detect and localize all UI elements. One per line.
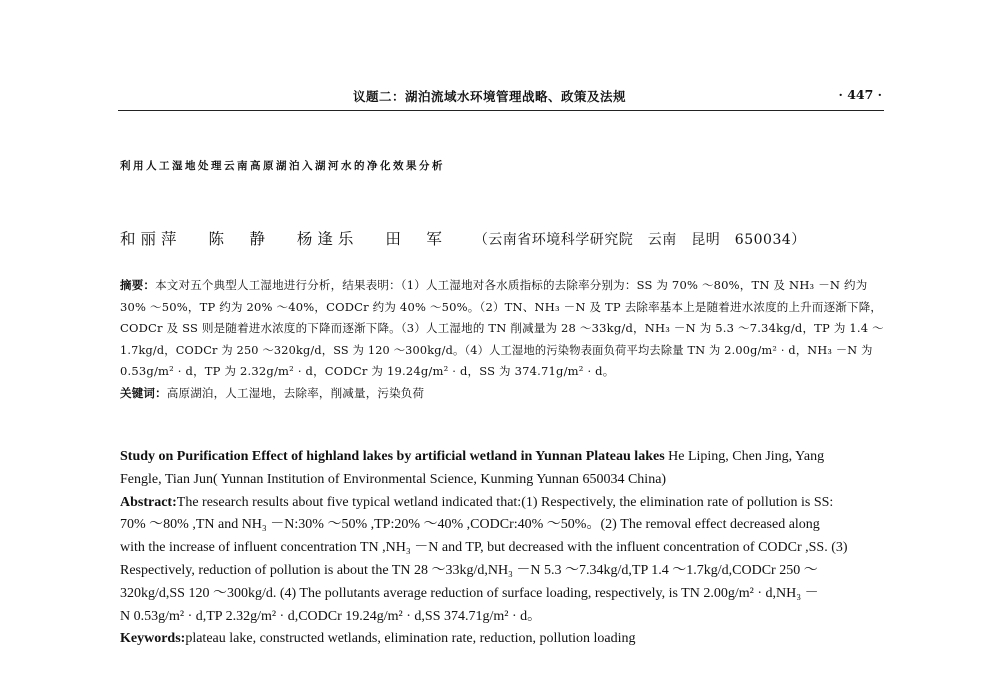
keywords-text: 高原湖泊，人工湿地，去除率，削减量，污染负荷	[166, 385, 425, 400]
english-abstract-text: The research results about five typical wetland indicated that:(1) Respectively, the elimination rate of pollution is SS:	[176, 494, 834, 510]
english-title-line	[120, 446, 888, 469]
english-abstract-line: Respectively, reduction of pollution is about the TN 28 ～33kg/d,NH₃ －N 5.3 ～7.34kg/d,TP 1.4 ～1.7kg/d,CODCr 250 ～	[120, 562, 818, 578]
abstract-label: 摘要：	[120, 278, 156, 292]
keywords-line	[120, 383, 888, 405]
abstract-line: 30% ～50%，TP 约为 20% ～40%，CODCr 约为 40% ～50%。（2）TN、NH₃ －N 及 TP 去除率基本上是随着进水浓度的上升而逐渐下降，	[120, 299, 883, 314]
abstract-line: 0.53g/m² · d，TP 为 2.32g/m² · d，CODCr 为 19.24g/m² · d，SS 为 374.71g/m² · d。	[120, 364, 615, 378]
chinese-title: 利用人工湿地处理云南高原湖泊入湖河水的净化效果分析	[120, 160, 445, 172]
author-name: 和丽萍	[120, 230, 182, 248]
running-header-topic: 议题二：湖泊流域水环境管理战略、政策及法规	[353, 89, 627, 104]
author-name: 陈 静	[208, 230, 270, 248]
author-affiliation: （云南省环境科学研究院 云南 昆明 650034）	[473, 232, 806, 248]
abstract-text: 本文对五个典型人工湿地进行分析，结果表明：（1）人工湿地对各水质指标的去除率分别为：SS 为 70% ～80%，TN 及 NH₃ －N 约为	[155, 278, 868, 292]
keywords-label: 关键词：	[120, 385, 167, 400]
english-abstract-line	[120, 492, 888, 515]
english-keywords-line	[120, 628, 888, 651]
author-name: 田 军	[385, 230, 447, 248]
abstract-line: 1.7kg/d，CODCr 为 250 ～320kg/d，SS 为 120 ～300kg/d。（4）人工湿地的污染物表面负荷平均去除量 TN 为 2.00g/m² · d，NH₃ －N 为	[120, 343, 873, 357]
english-abstract-line: 70% ～80% ,TN and NH₃ －N:30% ～50% ,TP:20% ～40% ,CODCr:40% ～50%。(2) The removal effect decreased along	[120, 517, 820, 533]
english-abstract-label: Abstract:	[120, 494, 177, 510]
abstract-line	[120, 275, 888, 297]
english-authors: He Liping, Chen Jing, Yang	[668, 449, 825, 464]
running-header	[118, 86, 884, 111]
english-abstract	[120, 446, 888, 651]
abstract-line: CODCr 及 SS 则是随着进水浓度的下降而逐渐下降。（3）人工湿地的 TN 削减量为 28 ～33kg/d，NH₃ －N 为 5.3 ～7.34kg/d，TP 为 1.4 ～	[120, 321, 884, 335]
page-number: · 447 ·	[838, 87, 882, 102]
english-keywords-label: Keywords:	[120, 631, 186, 647]
english-title: Study on Purification Effect of highland lakes by artificial wetland in Yunnan Plateau lakes	[120, 449, 665, 464]
english-authors-line: Fengle, Tian Jun( Yunnan Institution of Environmental Science, Kunming Yunnan 650034 China)	[120, 471, 667, 487]
chinese-abstract	[120, 275, 888, 404]
english-keywords-text: plateau lake, constructed wetlands, elimination rate, reduction, pollution loading	[185, 631, 636, 647]
chinese-authors	[120, 227, 806, 249]
english-abstract-line: with the increase of influent concentration TN ,NH₃ －N and TP, but decreased with the influent concentration of CODCr ,SS. (3)	[120, 540, 848, 556]
english-abstract-line: 320kg/d,SS 120 ～300kg/d. (4) The pollutants average reduction of surface loading, respectively, is TN 2.00g/m² · d,NH₃ －	[120, 585, 819, 601]
author-name: 杨逢乐	[296, 230, 359, 248]
english-abstract-line: N 0.53g/m² · d,TP 2.32g/m² · d,CODCr 19.24g/m² · d,SS 374.71g/m² · d。	[120, 608, 542, 624]
